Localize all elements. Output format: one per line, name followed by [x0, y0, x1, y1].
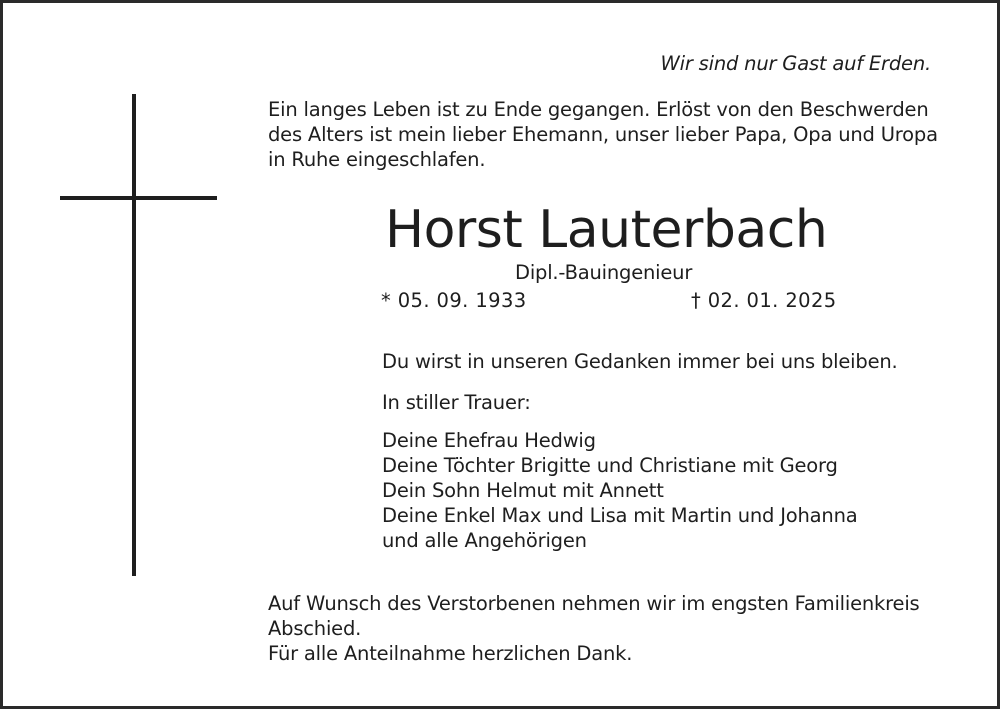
- intro-line: in Ruhe eingeschlafen.: [268, 148, 486, 171]
- intro-line: des Alters ist mein lieber Ehemann, unser lieber Papa, Opa und Uropa: [268, 123, 938, 146]
- cross-horizontal-bar: [60, 196, 217, 200]
- cross-vertical-bar: [132, 94, 136, 576]
- mourner-line: Deine Ehefrau Hedwig: [382, 429, 596, 452]
- mourners-list: [382, 428, 858, 553]
- footer-text: [268, 591, 920, 666]
- birth-date: * 05. 09. 1933: [381, 289, 527, 312]
- mourner-line: Deine Töchter Brigitte und Christiane mit Georg: [382, 454, 838, 477]
- mourning-heading: In stiller Trauer:: [382, 391, 531, 414]
- motto: Wir sind nur Gast auf Erden.: [660, 52, 931, 75]
- death-date: † 02. 01. 2025: [691, 289, 837, 312]
- intro-text: [268, 97, 938, 172]
- footer-line: Auf Wunsch des Verstorbenen nehmen wir im engsten Familienkreis: [268, 592, 920, 615]
- mourner-line: und alle Angehörigen: [382, 529, 587, 552]
- intro-line: Ein langes Leben ist zu Ende gegangen. Erlöst von den Beschwerden: [268, 98, 929, 121]
- deceased-name: Horst Lauterbach: [385, 200, 828, 260]
- footer-line: Abschied.: [268, 617, 362, 640]
- deceased-title: Dipl.-Bauingenieur: [515, 261, 693, 284]
- footer-line: Für alle Anteilnahme herzlichen Dank.: [268, 642, 633, 665]
- memorial-quote: Du wirst in unseren Gedanken immer bei uns bleiben.: [382, 350, 898, 373]
- mourner-line: Deine Enkel Max und Lisa mit Martin und Johanna: [382, 504, 858, 527]
- mourner-line: Dein Sohn Helmut mit Annett: [382, 479, 664, 502]
